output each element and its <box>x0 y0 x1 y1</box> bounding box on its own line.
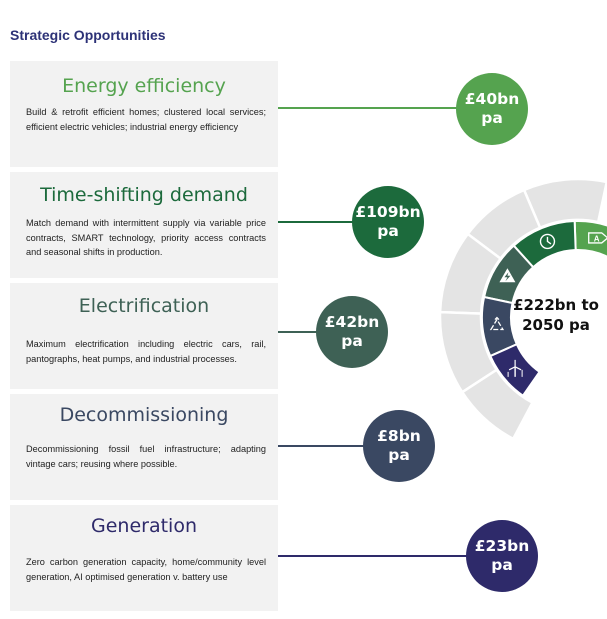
total-line-2: 2050 pa <box>522 316 590 334</box>
svg-text:A: A <box>593 234 600 244</box>
value-unit: pa <box>388 446 410 464</box>
opportunity-title: Decommissioning <box>59 404 229 426</box>
opportunity-title: Time-shifting demand <box>40 184 248 206</box>
value-unit: pa <box>491 556 513 574</box>
value-amount: £42bn <box>324 313 380 331</box>
opportunity-description: Build & retrofit efficient homes; clustered local services; efficient electric vehicles; industrial energy efficiency <box>26 107 266 132</box>
value-unit: pa <box>481 109 503 127</box>
value-unit: pa <box>341 332 363 350</box>
connector-line <box>278 445 370 447</box>
opportunity-panel-decommissioning <box>10 394 278 500</box>
value-bubble-generation <box>466 520 538 592</box>
value-amount: £109bn <box>355 203 421 221</box>
opportunity-description: Match demand with intermittent supply via variable price contracts, SMART technology, priority access contracts and seasonal shifts in production. <box>26 218 266 257</box>
connector-line <box>278 555 472 557</box>
opportunity-title: Generation <box>91 515 197 537</box>
opportunity-panel-time-shifting-demand <box>10 172 278 278</box>
opportunity-title: Energy efficiency <box>62 75 226 97</box>
opportunity-title: Electrification <box>78 295 210 317</box>
opportunity-panel-energy-efficiency <box>10 61 278 167</box>
page-heading: Strategic Opportunities <box>10 27 166 43</box>
connector-line <box>278 107 468 109</box>
value-unit: pa <box>377 222 399 240</box>
opportunity-description: Zero carbon generation capacity, home/community level generation, AI optimised generation v. battery use <box>26 557 266 582</box>
opportunity-panel-electrification <box>10 283 278 389</box>
opportunity-panel-generation <box>10 505 278 611</box>
opportunity-description: Decommissioning fossil fuel infrastructure; adapting vintage cars; reusing where possible. <box>26 444 266 469</box>
value-bubble-time-shifting-demand <box>352 186 424 258</box>
value-amount: £8bn <box>377 427 421 445</box>
value-bubble-electrification <box>316 296 388 368</box>
value-amount: £40bn <box>464 90 520 108</box>
opportunity-description: Maximum electrification including electric cars, rail, pantographs, heat pumps, and industrial processes. <box>26 339 266 364</box>
value-bubble-decommissioning <box>363 410 435 482</box>
total-line-1: £222bn to <box>513 296 599 314</box>
value-bubble-energy-efficiency <box>456 73 528 145</box>
total-value <box>506 295 606 335</box>
connector-line <box>278 221 358 223</box>
value-amount: £23bn <box>474 537 530 555</box>
